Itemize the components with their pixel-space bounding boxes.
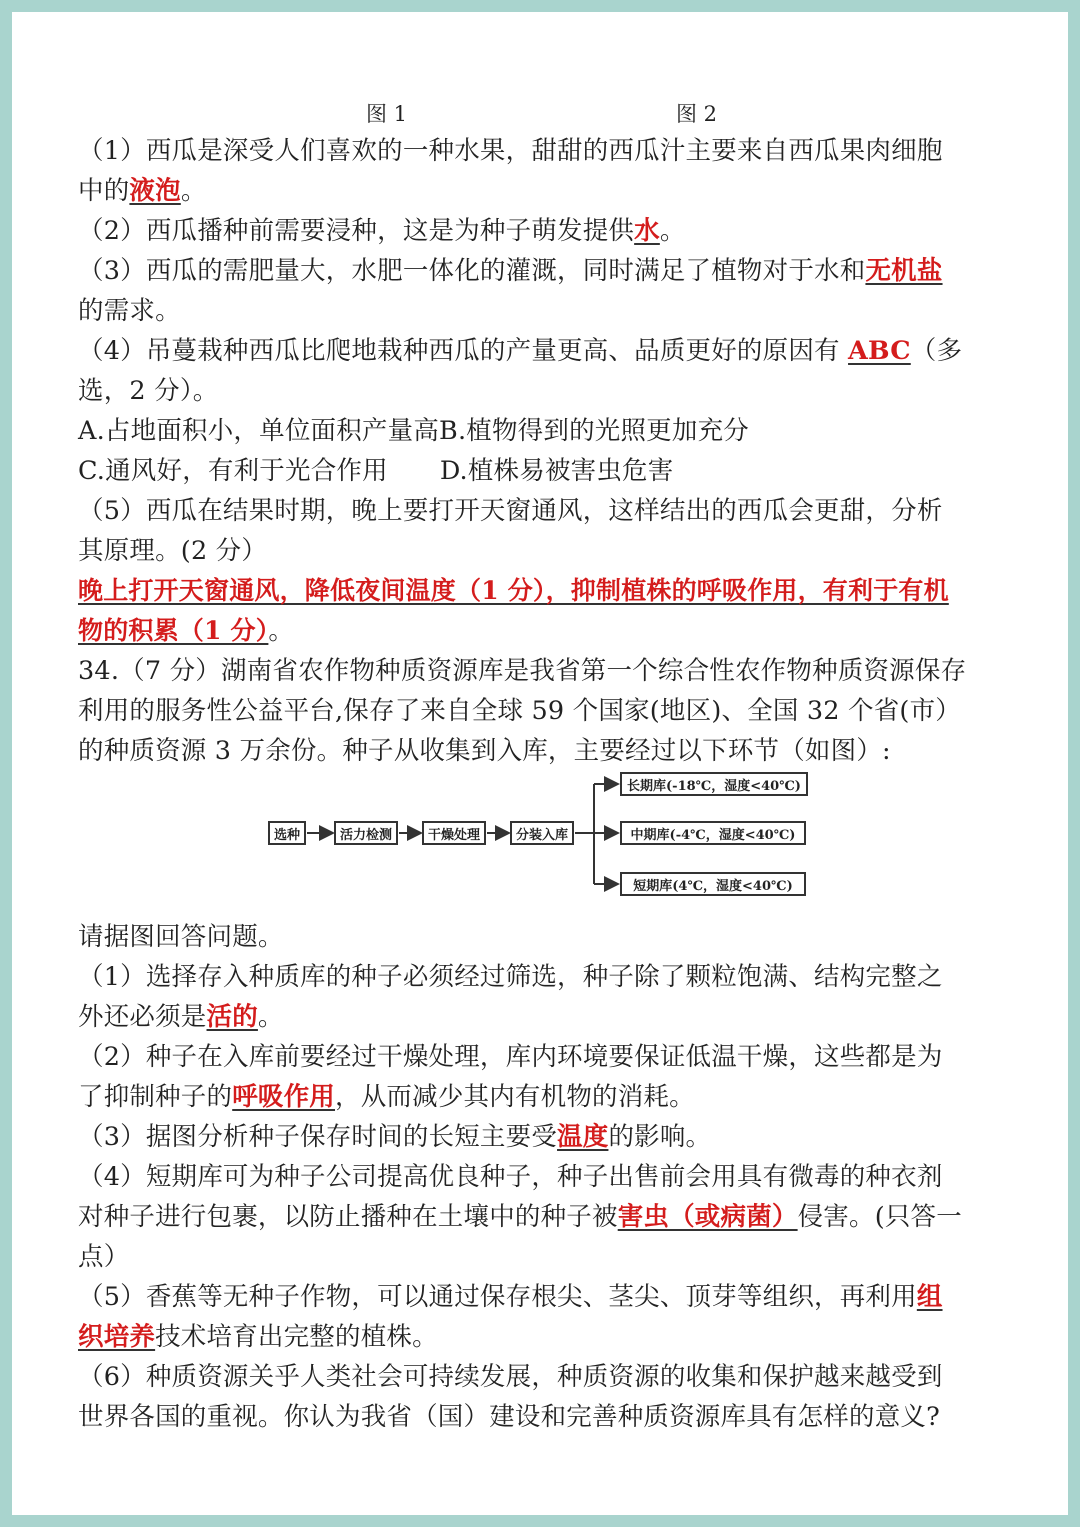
q34-p4-line3: 点） — [78, 1242, 130, 1272]
q34-p4-line2: 对种子进行包裹，以防止播种在土壤中的种子被害虫（或病菌）侵害。(只答一 — [78, 1202, 962, 1232]
option-b: B.植物得到的光照更加充分 — [439, 416, 749, 446]
q33-p5-answer2: 物的积累（1 分）。 — [78, 616, 295, 646]
q34-p4-line1: （4）短期库可为种子公司提高优良种子，种子出售前会用具有微毒的种衣剂 — [78, 1162, 943, 1192]
answer-pests: 害虫（或病菌） — [617, 1202, 798, 1232]
q34-p1-line1: （1）选择存入种质库的种子必须经过筛选，种子除了颗粒饱满、结构完整之 — [78, 962, 943, 992]
q33-p5-line2: 其原理。(2 分） — [78, 536, 268, 566]
q34-p6-line2: 世界各国的重视。你认为我省（国）建设和完善种质资源库具有怎样的意义? — [78, 1402, 940, 1432]
page-sheet — [12, 12, 1068, 1515]
q33-p1-line2: 中的液泡。 — [78, 176, 207, 206]
answer-temperature: 温度 — [557, 1122, 609, 1152]
q33-p5-line1: （5）西瓜在结果时期，晚上要打开天窗通风，这样结出的西瓜会更甜，分析 — [78, 496, 943, 526]
q33-p3-line2: 的需求。 — [78, 296, 181, 326]
seed-storage-flowchart — [258, 764, 818, 914]
figure-label-1: 图 1 — [366, 102, 408, 126]
q33-options-ab — [78, 411, 1008, 451]
q33-p4-line1: （4）吊蔓栽种西瓜比爬地栽种西瓜的产量更高、品质更好的原因有 ABC（多 — [78, 336, 963, 366]
figure-label-2: 图 2 — [676, 102, 718, 126]
q33-p2-line: （2）西瓜播种前需要浸种，这是为种子萌发提供水。 — [78, 216, 686, 246]
flow-step-drying: 干燥处理 — [422, 821, 486, 845]
q34-p2-line2: 了抑制种子的呼吸作用，从而减少其内有机物的消耗。 — [78, 1082, 695, 1112]
option-c: C.通风好，有利于光合作用 — [78, 456, 388, 486]
figure-labels — [12, 12, 1068, 132]
answer-alive: 活的 — [206, 1002, 258, 1032]
flow-branch-long-term: 长期库(-18℃，湿度<40℃) — [620, 772, 808, 796]
q34-p5-line1: （5）香蕉等无种子作物，可以通过保存根尖、茎尖、顶芽等组织，再利用组 — [78, 1282, 943, 1312]
q34-p3-line: （3）据图分析种子保存时间的长短主要受温度的影响。 — [78, 1122, 712, 1152]
flow-step-vitality-test: 活力检测 — [334, 821, 398, 845]
q34-intro-line1: 34.（7 分）湖南省农作物种质资源库是我省第一个综合性农作物种质资源保存 — [78, 656, 967, 686]
answer-abc: ABC — [848, 336, 911, 366]
q33-p5-answer1: 晚上打开天窗通风，降低夜间温度（1 分），抑制植株的呼吸作用，有利于有机 — [78, 576, 949, 605]
flow-step-select: 选种 — [268, 821, 306, 845]
q33-options-cd — [78, 451, 1008, 491]
answer-minerals: 无机盐 — [865, 256, 943, 286]
flow-branch-short-term: 短期库(4℃，湿度<40℃) — [620, 872, 806, 896]
q34-prompt: 请据图回答问题。 — [78, 922, 284, 952]
answer-tissue-culture-1: 组 — [916, 1282, 943, 1312]
q33-p1-line1: （1）西瓜是深受人们喜欢的一种水果，甜甜的西瓜汁主要来自西瓜果肉细胞 — [78, 136, 943, 166]
q34-p2-line1: （2）种子在入库前要经过干燥处理，库内环境要保证低温干燥，这些都是为 — [78, 1042, 943, 1072]
answer-respiration: 呼吸作用 — [232, 1082, 336, 1112]
q34-intro-line3: 的种质资源 3 万余份。种子从收集到入库，主要经过以下环节（如图）: — [78, 736, 891, 766]
flow-step-package: 分装入库 — [510, 821, 574, 845]
q33-p3-line1: （3）西瓜的需肥量大，水肥一体化的灌溉，同时满足了植物对于水和无机盐 — [78, 256, 943, 286]
q33-p4-line2: 选，2 分）。 — [78, 376, 219, 406]
q34-p6-line1: （6）种质资源关乎人类社会可持续发展，种质资源的收集和保护越来越受到 — [78, 1362, 943, 1392]
answer-vacuole: 液泡 — [129, 176, 181, 206]
q34-p5-line2: 织培养技术培育出完整的植株。 — [78, 1322, 438, 1352]
q34-p1-line2: 外还必须是活的。 — [78, 1002, 284, 1032]
answer-water: 水 — [634, 216, 660, 246]
option-a: A.占地面积小，单位面积产量高 — [78, 416, 440, 446]
option-d: D.植株易被害虫危害 — [439, 456, 674, 486]
flow-branch-mid-term: 中期库(-4℃，湿度<40℃) — [620, 821, 806, 845]
answer-tissue-culture-2: 织培养 — [78, 1322, 156, 1352]
q34-intro-line2: 利用的服务性公益平台,保存了来自全球 59 个国家(地区)、全国 32 个省(市） — [78, 696, 961, 726]
